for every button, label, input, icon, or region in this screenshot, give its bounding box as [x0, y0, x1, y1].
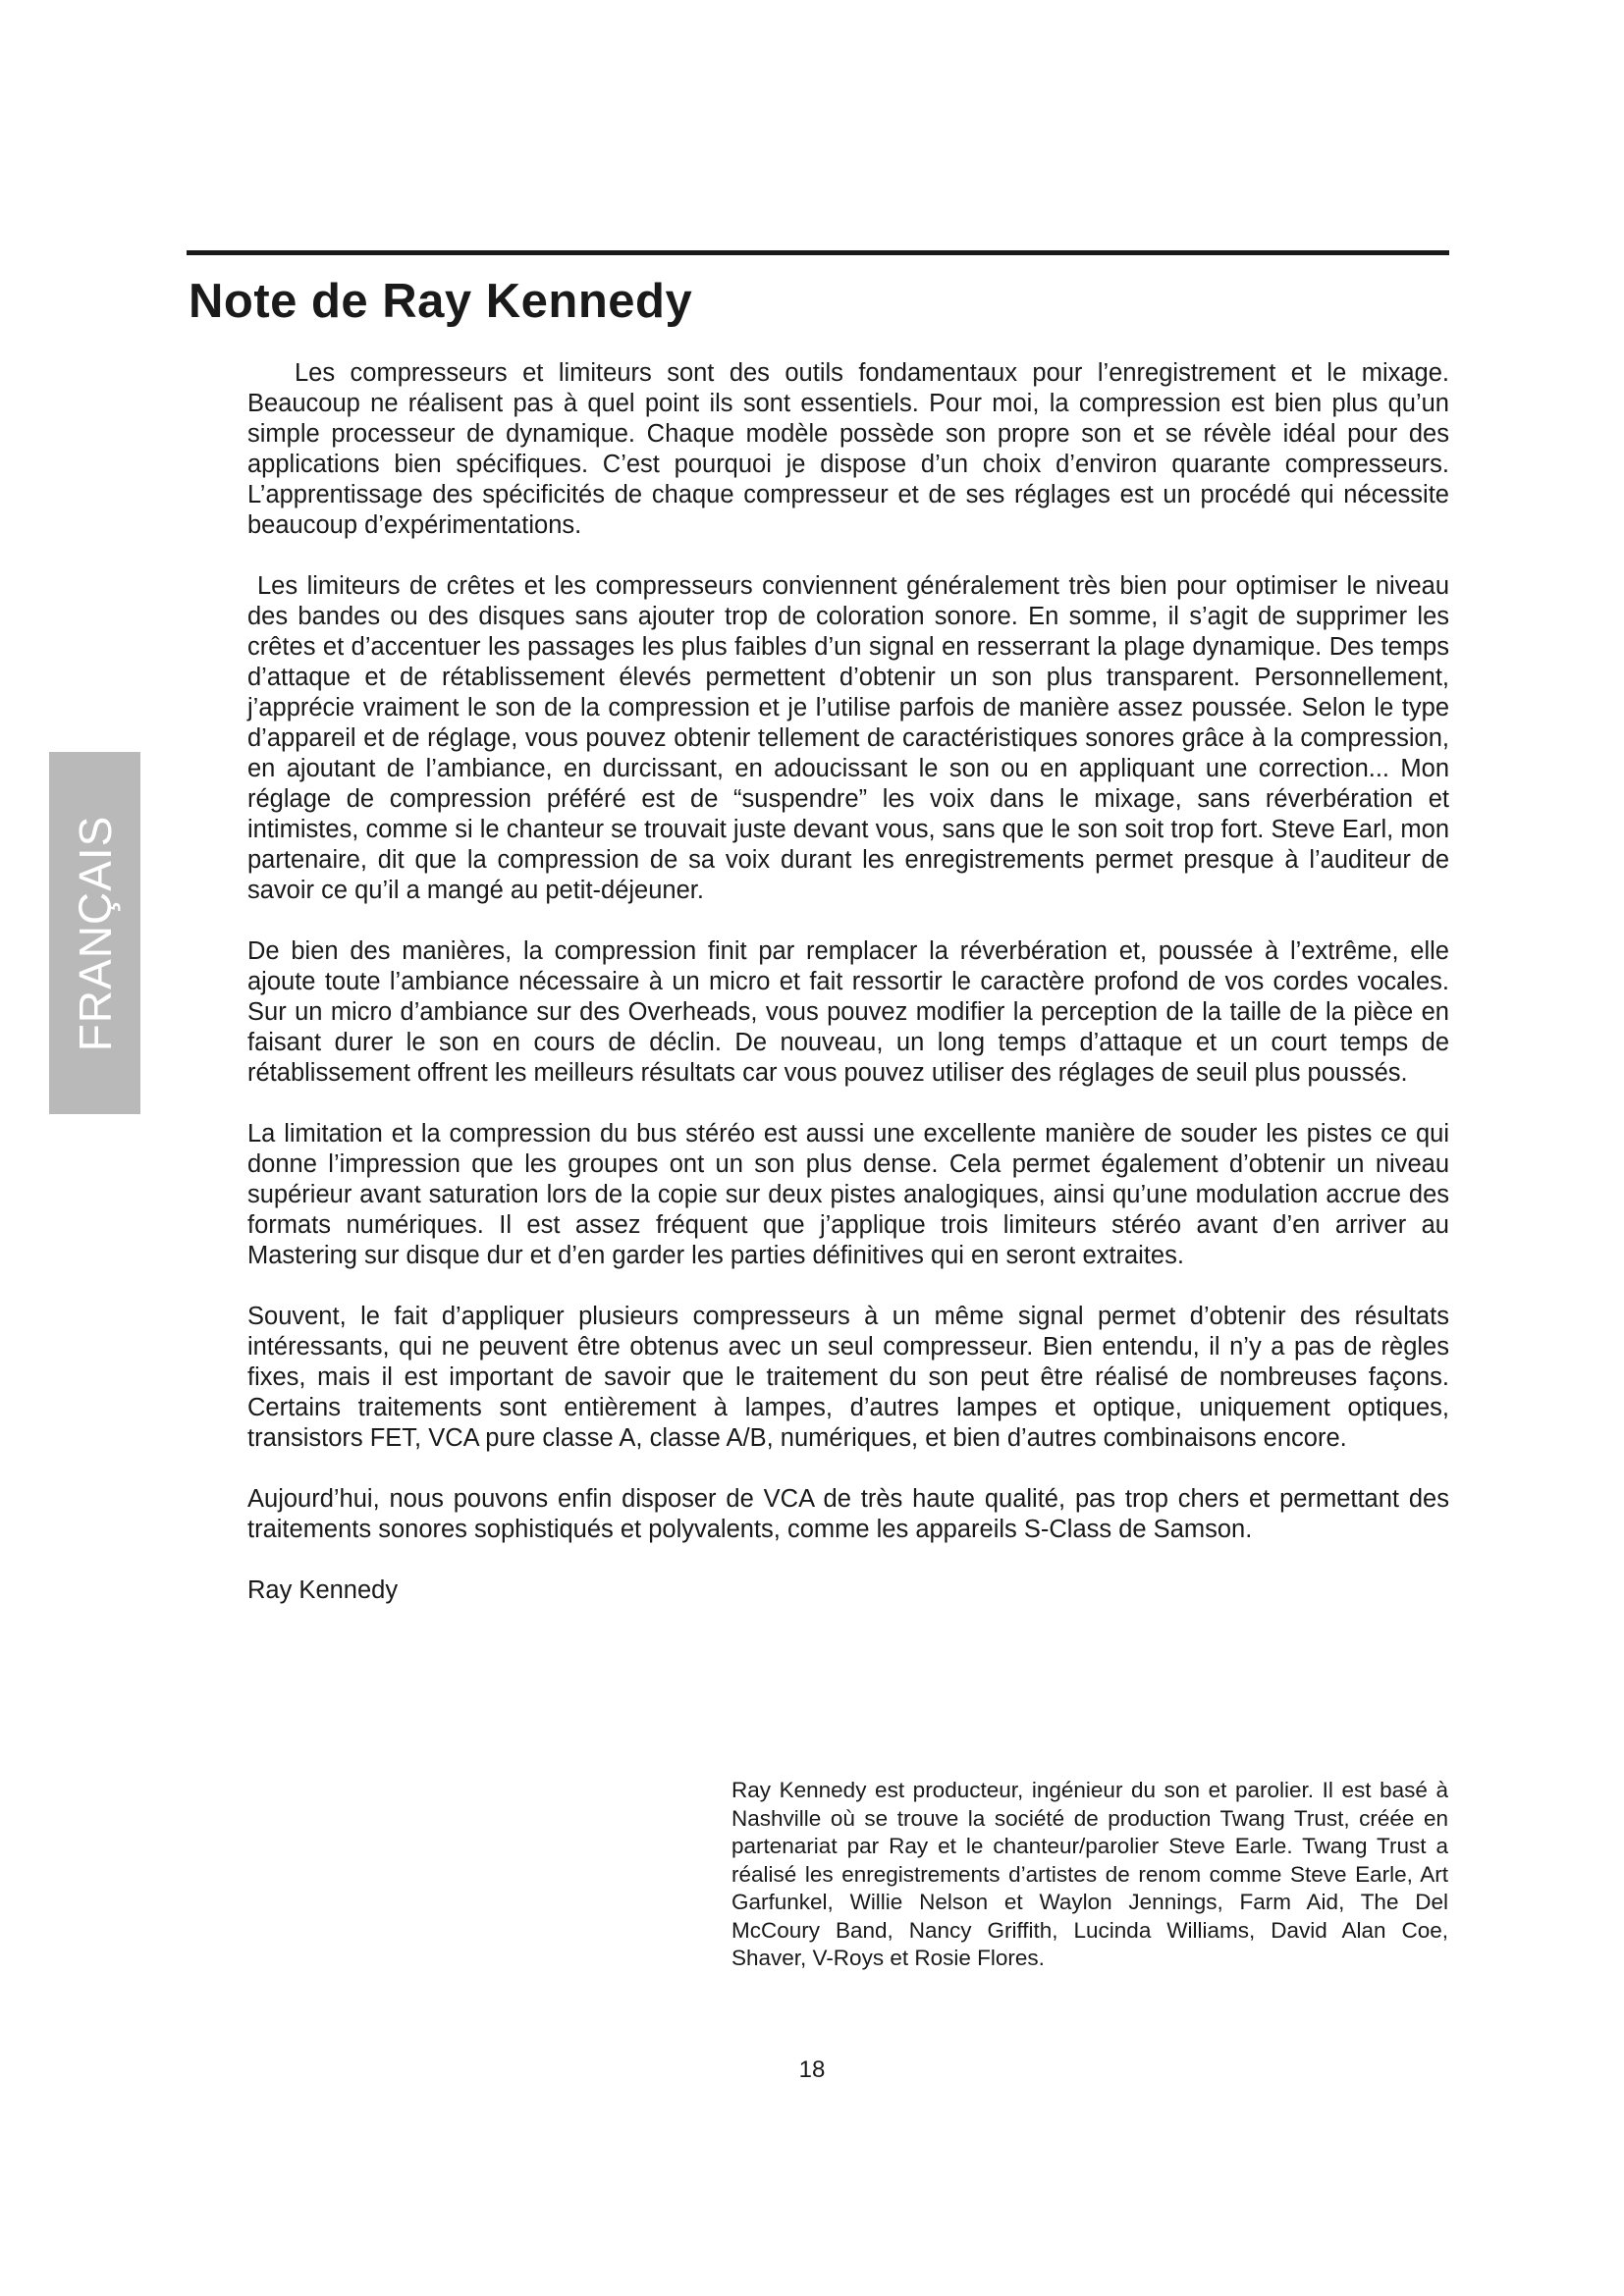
language-tab: [49, 752, 140, 1114]
paragraph-6: Aujourd’hui, nous pouvons enfin disposer de VCA de très haute qualité, pas trop chers et permettant des traitements sonores sophistiqués et polyvalents, comme les appareils S-Class de Samson.: [247, 1485, 1449, 1543]
paragraph-4: La limitation et la compression du bus stéréo est aussi une excellente manière de souder les pistes ce qui donne l’impression que les groupes ont un son plus dense. Cela permet également d’obtenir un niveau supérieur avant saturation lors de la copie sur deux pistes analogiques, ainsi qu’une modulation accrue des formats numériques. Il est assez fréquent que j’applique trois limiteurs stéréo avant d’en arriver au Mastering sur disque dur et d’en garder les parties définitives qui en seront extraites.: [247, 1120, 1449, 1269]
signature: Ray Kennedy: [247, 1576, 399, 1604]
page-number: 18: [798, 2056, 826, 2083]
paragraph-2: Les limiteurs de crêtes et les compresseurs conviennent généralement très bien pour optimiser le niveau des bandes ou des disques sans ajouter trop de coloration sonore. En somme, il s’agit de supprimer les crêtes et d’accentuer les passages les plus faibles d’un signal en resserrant la plage dynamique. Des temps d’attaque et de rétablissement élevés permettent d’obtenir un son plus transparent. Personnellement, j’apprécie vraiment le son de la compression et je l’utilise parfois de manière assez poussée. Selon le type d’appareil et de réglage, vous pouvez obtenir tellement de caractéristiques sonores grâce à la compression, en ajoutant de l’ambiance, en durcissant, en adoucissant le son ou en appliquant une correction... Mon réglage de compression préféré est de “suspendre” les voix dans le mixage, sans réverbération et intimistes, comme si le chanteur se trouvait juste devant vous, sans que le son soit trop fort. Steve Earl, mon partenaire, dit que la compression de sa voix durant les enregistrements permet presque à l’auditeur de savoir ce qu’il a mangé au petit-déjeuner.: [247, 572, 1449, 904]
page-title: Note de Ray Kennedy: [189, 275, 693, 328]
paragraph-1: Les compresseurs et limiteurs sont des outils fondamentaux pour l’enregistrement et le mixage. Beaucoup ne réalisent pas à quel point ils sont essentiels. Pour moi, la compression est bien plus qu’un simple processeur de dynamique. Chaque modèle possède son propre son et se révèle idéal pour des applications bien spécifiques. C’est pourquoi je dispose d’un choix d’environ quarante compresseurs. L’apprentissage des spécificités de chaque compresseur et de ses réglages est un procédé qui nécessite beaucoup d’expérimentations.: [247, 359, 1449, 539]
article-body: [247, 358, 1449, 1606]
author-bio: Ray Kennedy est producteur, ingénieur du son et parolier. Il est basé à Nashville où se trouve la société de production Twang Trust, créée en partenariat par Ray et le chanteur/parolier Steve Earle. Twang Trust a réalisé les enregistrements d’artistes de renom comme Steve Earle, Art Garfunkel, Willie Nelson et Waylon Jennings, Farm Aid, The Del McCoury Band, Nancy Griffith, Lucinda Williams, David Alan Coe, Shaver, V-Roys et Rosie Flores.: [731, 1778, 1448, 1970]
language-tab-label: FRANÇAIS: [69, 815, 121, 1051]
paragraph-3: De bien des manières, la compression finit par remplacer la réverbération et, poussée à l’extrême, elle ajoute toute l’ambiance nécessaire à un micro et fait ressortir le caractère profond de vos cordes vocales. Sur un micro d’ambiance sur des Overheads, vous pouvez modifier la perception de la taille de la pièce en faisant durer le son en cours de déclin. De nouveau, un long temps d’attaque et un court temps de rétablissement offrent les meilleurs résultats car vous pouvez utiliser des réglages de seuil plus poussés.: [247, 937, 1449, 1087]
header-rule: [187, 250, 1449, 255]
paragraph-5: Souvent, le fait d’appliquer plusieurs compresseurs à un même signal permet d’obtenir des résultats intéressants, qui ne peuvent être obtenus avec un seul compresseur. Bien entendu, il n’y a pas de règles fixes, mais il est important de savoir que le traitement du son peut être réalisé de nombreuses façons. Certains traitements sont entièrement à lampes, d’autres lampes et optique, uniquement optiques, transistors FET, VCA pure classe A, classe A/B, numériques, et bien d’autres combinaisons encore.: [247, 1303, 1449, 1452]
